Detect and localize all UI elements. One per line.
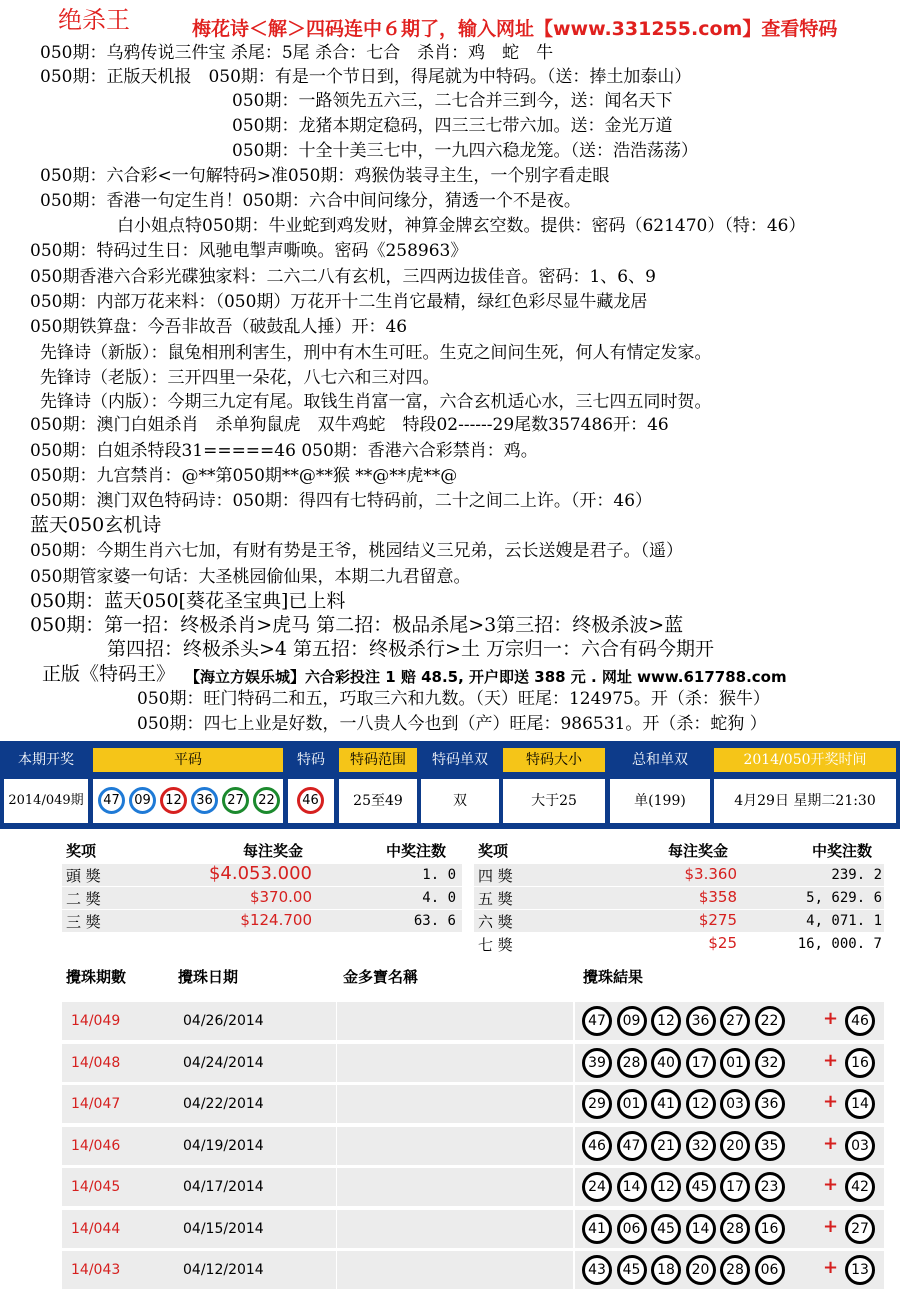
result-special-ball: 27 [845, 1214, 875, 1244]
result-ball-green: 21 [651, 1131, 681, 1161]
prize-row [474, 864, 884, 886]
odd-even-cell: 双 [421, 779, 499, 823]
result-special-ball: 14 [845, 1089, 875, 1119]
plus-sign: + [823, 1132, 839, 1154]
prize-amount: $25 [708, 934, 737, 952]
result-ball-green: 16 [755, 1214, 785, 1244]
history-period: 14/043 [71, 1262, 121, 1278]
prize-count: 239. 2 [831, 867, 882, 883]
prize-header: 奖项 [478, 842, 509, 860]
history-period: 14/046 [71, 1137, 121, 1154]
history-header: 攪珠結果 [583, 968, 644, 986]
result-special-ball: 13 [845, 1255, 875, 1285]
result-ball-blue: 14 [686, 1214, 716, 1244]
prize-amount: $4.053.000 [208, 863, 312, 884]
prize-header: 中奖注数 [386, 842, 447, 860]
col-divider [573, 1127, 575, 1165]
history-date: 04/24/2014 [183, 1054, 264, 1071]
history-date: 04/26/2014 [183, 1013, 264, 1029]
result-special-ball: 03 [845, 1131, 875, 1161]
prize-name: 六 獎 [478, 913, 513, 931]
prize-amount: $3.360 [684, 865, 737, 883]
result-ball-green: 32 [686, 1131, 716, 1161]
result-ball-red: 45 [686, 1172, 716, 1202]
text-line: 050期：今期生肖六七加，有财有势是王爷，桃园结义三兄弟，云长送嫂是君子。（遥） [30, 541, 683, 561]
prize-count: 63. 6 [413, 913, 456, 929]
sum-cell: 单(199) [610, 779, 710, 823]
result-ball-blue: 20 [720, 1131, 750, 1161]
result-special-ball: 16 [845, 1048, 875, 1078]
result-ball-red: 45 [651, 1214, 681, 1244]
balls-cell [93, 779, 283, 823]
prize-count: 4, 071. 1 [806, 913, 882, 929]
text-line: 050期：特码过生日：风驰电掣声嘶唤。密码《258963》 [30, 241, 468, 261]
result-ball-green: 17 [686, 1048, 716, 1078]
plus-sign: + [823, 1257, 839, 1278]
result-ball-green: 28 [617, 1048, 647, 1078]
text-line: 050期：乌鸦传说三件宝 杀尾：5尾 杀合：七合 杀肖：鸡 蛇 牛 [40, 43, 554, 63]
result-ball-red: 29 [582, 1089, 612, 1119]
prize-name: 二 獎 [66, 890, 101, 908]
result-ball-green: 06 [755, 1255, 785, 1285]
page-title: 绝杀王 [58, 6, 130, 34]
text-line: 050期：十全十美三七中，一九四六稳龙笼。（送：浩浩荡荡） [232, 141, 698, 161]
prize-count: 5, 629. 6 [806, 890, 882, 906]
text-line: 050期：正版天机报 050期：有是一个节日到，得尾就为中特码。（送：捧土加泰山） [40, 67, 692, 87]
special-ball: 46 [297, 787, 324, 814]
section-heading: 蓝天050玄机诗 [30, 514, 162, 536]
header-cell: 特码大小 [503, 748, 605, 772]
history-header: 攪珠日期 [178, 968, 239, 986]
text-line: 050期：蓝天050[葵花圣宝典]已上料 [30, 590, 346, 612]
col-divider [336, 1210, 337, 1248]
text-line: 050期：香港一句定生肖！050期：六合中间问缘分，猜透一个不是夜。 [40, 191, 581, 211]
header-cell: 特码单双 [432, 752, 488, 768]
ball-blue: 47 [98, 787, 125, 814]
prize-amount: $124.700 [240, 911, 312, 929]
prize-amount: $358 [698, 888, 737, 906]
prize-name: 四 獎 [478, 867, 513, 885]
result-ball-blue: 47 [617, 1131, 647, 1161]
text-line: 正版《特码王》 [42, 663, 176, 685]
result-ball-blue: 47 [582, 1006, 612, 1036]
result-ball-green: 27 [720, 1006, 750, 1036]
range-cell: 25至49 [339, 779, 417, 823]
history-date: 04/15/2014 [183, 1220, 264, 1237]
result-special-ball: 42 [845, 1172, 875, 1202]
history-date: 04/19/2014 [183, 1137, 264, 1154]
ball-green: 27 [222, 787, 249, 814]
history-period: 14/044 [71, 1220, 121, 1237]
result-ball-blue: 14 [617, 1172, 647, 1202]
prize-count: 1. 0 [422, 867, 456, 883]
text-line: 050期：九宫禁肖：@**第050期**@**猴 **@**虎**@ [30, 466, 458, 486]
result-ball-red: 23 [755, 1172, 785, 1202]
ad-line[interactable]: 【海立方娱乐城】六合彩投注 1 赔 48.5, 开户即送 388 元 . 网址 www.617788.com [185, 668, 787, 686]
ball-blue: 09 [129, 787, 156, 814]
result-ball-blue: 41 [582, 1214, 612, 1244]
result-ball-green: 32 [755, 1048, 785, 1078]
col-divider [573, 1251, 575, 1289]
result-ball-blue: 20 [686, 1255, 716, 1285]
history-period: 14/048 [71, 1054, 121, 1071]
result-ball-red: 01 [617, 1089, 647, 1119]
text-line: 050期：旺门特码二和五，巧取三六和九数。（天）旺尾：124975。开（杀：猴牛） [137, 689, 770, 709]
result-ball-blue: 09 [617, 1006, 647, 1036]
text-line: 050期：六合彩<一句解特码>准050期：鸡猴伪装寻主生，一个别字看走眼 [40, 166, 610, 186]
text-line: 050期：澳门双色特码诗：050期：得四有七特码前，二十之间二上许。（开：46） [30, 491, 653, 511]
prize-header: 奖项 [66, 842, 97, 860]
history-period: 14/047 [71, 1096, 121, 1112]
prize-count: 4. 0 [422, 890, 456, 906]
prize-amount: $275 [698, 911, 737, 929]
result-ball-green: 22 [755, 1006, 785, 1036]
result-ball-green: 17 [720, 1172, 750, 1202]
col-divider [573, 1002, 575, 1040]
history-period: 14/049 [71, 1013, 121, 1029]
plus-sign: + [823, 1174, 839, 1195]
header-cell: 特码 [297, 752, 325, 768]
text-line: 050期香港六合彩光碟独家料：二六二八有玄机，三四两边拔佳音。密码：1、6、9 [30, 267, 656, 287]
header-cell: 本期开奖 [18, 752, 74, 768]
col-divider [573, 1210, 575, 1248]
text-line: 白小姐点特050期：牛业蛇到鸡发财，神算金牌玄空数。提供：密码（621470）（特：46） [117, 216, 806, 236]
text-line: 先锋诗（老版）：三开四里一朵花，八七六和三对四。 [40, 368, 440, 388]
period-cell: 2014/049期 [4, 779, 88, 823]
result-ball-red: 12 [686, 1089, 716, 1119]
result-ball-green: 28 [720, 1255, 750, 1285]
result-ball-green: 06 [617, 1214, 647, 1244]
plus-sign: + [823, 1215, 839, 1237]
col-divider [336, 1251, 337, 1289]
size-cell: 大于25 [503, 779, 605, 823]
history-date: 04/17/2014 [183, 1179, 264, 1195]
col-divider [573, 1044, 575, 1082]
result-ball-red: 24 [582, 1172, 612, 1202]
text-line: 050期：第一招：终极杀肖>虎马 第二招：极品杀尾>3第三招：终极杀波>蓝 [30, 614, 684, 636]
result-ball-red: 35 [755, 1131, 785, 1161]
text-line: 050期：一路领先五六三，二七合并三到今，送：闻名天下 [232, 91, 673, 111]
result-ball-green: 43 [582, 1255, 612, 1285]
col-divider [336, 1127, 337, 1165]
ball-red: 12 [160, 787, 187, 814]
result-ball-red: 18 [651, 1255, 681, 1285]
col-divider [573, 1168, 575, 1206]
special-cell [288, 779, 334, 823]
header-cell: 平码 [93, 748, 283, 772]
prize-header: 中奖注数 [812, 842, 873, 860]
prize-name: 三 獎 [66, 913, 101, 931]
text-line: 先锋诗（内版）：今期三九定有尾。取钱生肖富一富，六合玄机适心水，三七四五同时贺。 [40, 392, 712, 412]
text-line: 050期铁算盘：今吾非故吾（破鼓乱人捶）开：46 [30, 317, 408, 337]
text-line: 050期：龙猪本期定稳码，四三三七带六加。送：金光万道 [232, 116, 673, 136]
history-period: 14/045 [71, 1179, 121, 1195]
result-ball-red: 12 [651, 1172, 681, 1202]
plus-sign: + [823, 1091, 839, 1112]
plus-sign: + [823, 1049, 839, 1071]
ball-blue: 36 [191, 787, 218, 814]
col-divider [336, 1002, 337, 1040]
result-ball-green: 39 [582, 1048, 612, 1078]
prize-name: 五 獎 [478, 890, 513, 908]
ball-green: 22 [253, 787, 280, 814]
promo-banner[interactable]: 梅花诗＜解＞四码连中６期了，输入网址【www.331255.com】查看特码 [192, 18, 838, 40]
result-ball-red: 46 [582, 1131, 612, 1161]
prize-count: 16, 000. 7 [797, 936, 882, 952]
text-line: 050期：四七上业是好数，一八贵人今也到（产）旺尾：986531。开（杀：蛇狗 ） [137, 714, 767, 734]
draw-result-table [0, 741, 900, 829]
text-line: 050期：澳门白姐杀肖 杀单狗鼠虎 双牛鸡蛇 特段02------29尾数357486开：46 [30, 415, 669, 435]
col-divider [336, 1168, 337, 1206]
plus-sign: + [823, 1008, 839, 1029]
prize-name: 七 獎 [478, 936, 513, 954]
header-cell: 特码范围 [339, 748, 417, 772]
time-cell: 4月29日 星期二21:30 [714, 779, 896, 823]
text-line: 050期：内部万花来料：（050期）万花开十二生肖它最精，绿红色彩尽显牛藏龙居 [30, 292, 648, 312]
result-ball-blue: 36 [686, 1006, 716, 1036]
col-divider [336, 1085, 337, 1123]
result-ball-red: 40 [651, 1048, 681, 1078]
result-ball-red: 01 [720, 1048, 750, 1078]
text-line: 050期管家婆一句话：大圣桃园偷仙果，本期二九君留意。 [30, 567, 471, 587]
result-ball-blue: 03 [720, 1089, 750, 1119]
text-line: 050期：白姐杀特段31=====46 050期：香港六合彩禁肖：鸡。 [30, 441, 538, 461]
result-ball-red: 12 [651, 1006, 681, 1036]
header-cell: 2014/050开奖时间 [714, 748, 896, 772]
history-date: 04/22/2014 [183, 1096, 264, 1112]
col-divider [573, 1085, 575, 1123]
header-cell: 总和单双 [632, 752, 688, 768]
result-ball-blue: 41 [651, 1089, 681, 1119]
history-header: 金多寶名稱 [343, 968, 419, 986]
prize-header: 每注奖金 [668, 842, 729, 860]
text-line: 第四招：终极杀头>4 第五招：终极杀行>土 万宗归一：六合有码今期开 [107, 638, 715, 660]
prize-name: 頭 獎 [66, 867, 101, 885]
history-date: 04/12/2014 [183, 1262, 264, 1278]
text-line: 先锋诗（新版）：鼠兔相刑利害生，刑中有木生可旺。生克之间问生死，何人有情定发家。 [40, 343, 712, 363]
history-header: 攪珠期數 [66, 968, 127, 986]
result-ball-blue: 36 [755, 1089, 785, 1119]
result-ball-red: 45 [617, 1255, 647, 1285]
prize-amount: $370.00 [249, 888, 312, 906]
prize-header: 每注奖金 [243, 842, 304, 860]
col-divider [336, 1044, 337, 1082]
result-special-ball: 46 [845, 1006, 875, 1036]
result-ball-green: 28 [720, 1214, 750, 1244]
